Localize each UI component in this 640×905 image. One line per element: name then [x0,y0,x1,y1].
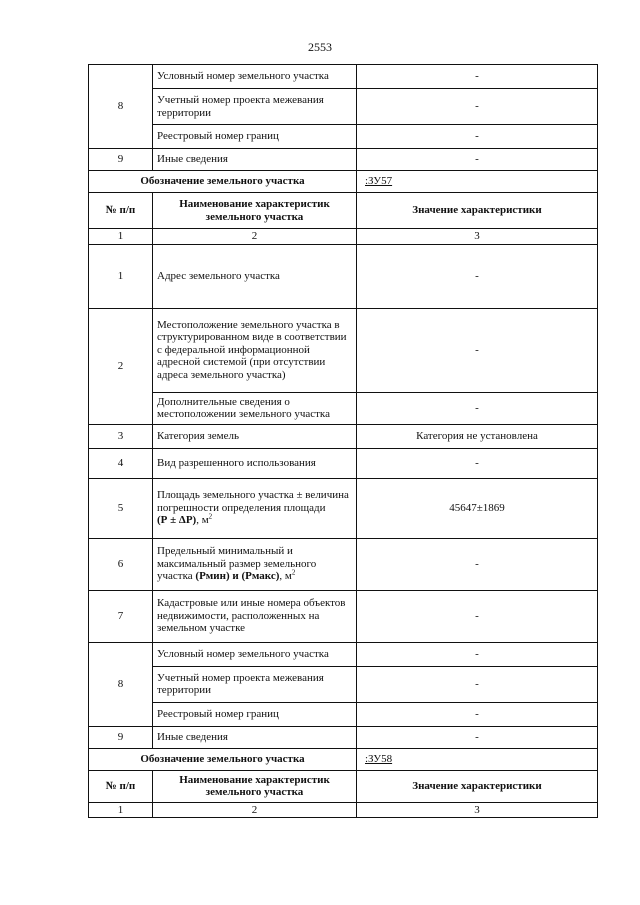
row-number: 4 [89,448,153,478]
header-name: Наименование характеристик земельного участка [153,770,357,802]
cell-text: Вид разрешенного использования [153,448,357,478]
column-index: 2 [153,229,357,245]
plot-code: :ЗУ58 [357,748,598,770]
column-index: 1 [89,229,153,245]
row-number: 6 [89,538,153,590]
row-number: 8 [89,65,153,149]
cell-text-size [153,538,357,590]
row-number: 8 [89,642,153,726]
cell-value: Категория не установлена [357,424,598,448]
cell-text: Условный номер земельного участка [153,642,357,666]
cell-value: - [357,726,598,748]
cell-value: - [357,89,598,125]
column-index: 1 [89,802,153,818]
cell-value: - [357,392,598,424]
cell-text: Учетный номер проекта межевания территории [153,89,357,125]
size-unit: , м [279,570,292,583]
area-text: Площадь земельного участка ± величина погрешности определения площади [157,489,349,514]
header-number: № п/п [89,770,153,802]
size-formula: (Рмин) и (Рмакс) [195,570,280,583]
size-unit-sup: 2 [291,568,296,577]
cell-value: - [357,590,598,642]
plot-designation-label: Обозначение земельного участка [89,748,357,770]
cell-text: Реестровый номер границ [153,702,357,726]
cell-value: - [357,642,598,666]
header-number: № п/п [89,193,153,229]
cell-value: - [357,65,598,89]
cell-text-area [153,478,357,538]
column-index: 2 [153,802,357,818]
cell-value: - [357,702,598,726]
cell-value: - [357,538,598,590]
plot-designation-label: Обозначение земельного участка [89,171,357,193]
page-number: 2553 [308,40,332,54]
cell-text: Местоположение земельного участка в структурированном виде в соответствии с федеральной информационной адресной системой (при отсутствии адреса земельного участка) [153,308,357,392]
header-name: Наименование характеристик земельного участка [153,193,357,229]
row-number: 9 [89,726,153,748]
area-unit-sup: 2 [208,512,213,521]
column-index: 3 [357,229,598,245]
cell-value: - [357,125,598,149]
land-plot-table [88,64,598,818]
area-formula: (Р ± ΔР) [157,514,197,527]
cell-text: Категория земель [153,424,357,448]
cell-text: Адрес земельного участка [153,244,357,308]
cell-value: - [357,244,598,308]
cell-text: Иные сведения [153,726,357,748]
cell-text: Дополнительные сведения о местоположении земельного участка [153,392,357,424]
cell-value: - [357,666,598,702]
cell-value: - [357,149,598,171]
row-number: 3 [89,424,153,448]
cell-text: Кадастровые или иные номера объектов недвижимости, расположенных на земельном участке [153,590,357,642]
cell-value: - [357,448,598,478]
header-value: Значение характеристики [357,193,598,229]
row-number: 7 [89,590,153,642]
row-number: 2 [89,308,153,424]
cell-value: 45647±1869 [357,478,598,538]
row-number: 1 [89,244,153,308]
cell-text: Иные сведения [153,149,357,171]
header-value: Значение характеристики [357,770,598,802]
cell-text: Условный номер земельного участка [153,65,357,89]
column-index: 3 [357,802,598,818]
cell-text: Учетный номер проекта межевания территории [153,666,357,702]
row-number: 9 [89,149,153,171]
row-number: 5 [89,478,153,538]
cell-value: - [357,308,598,392]
cell-text: Реестровый номер границ [153,125,357,149]
plot-code: :ЗУ57 [357,171,598,193]
area-unit: , м [196,514,209,527]
size-text: Предельный минимальный и максимальный размер земельного участка [157,545,317,583]
